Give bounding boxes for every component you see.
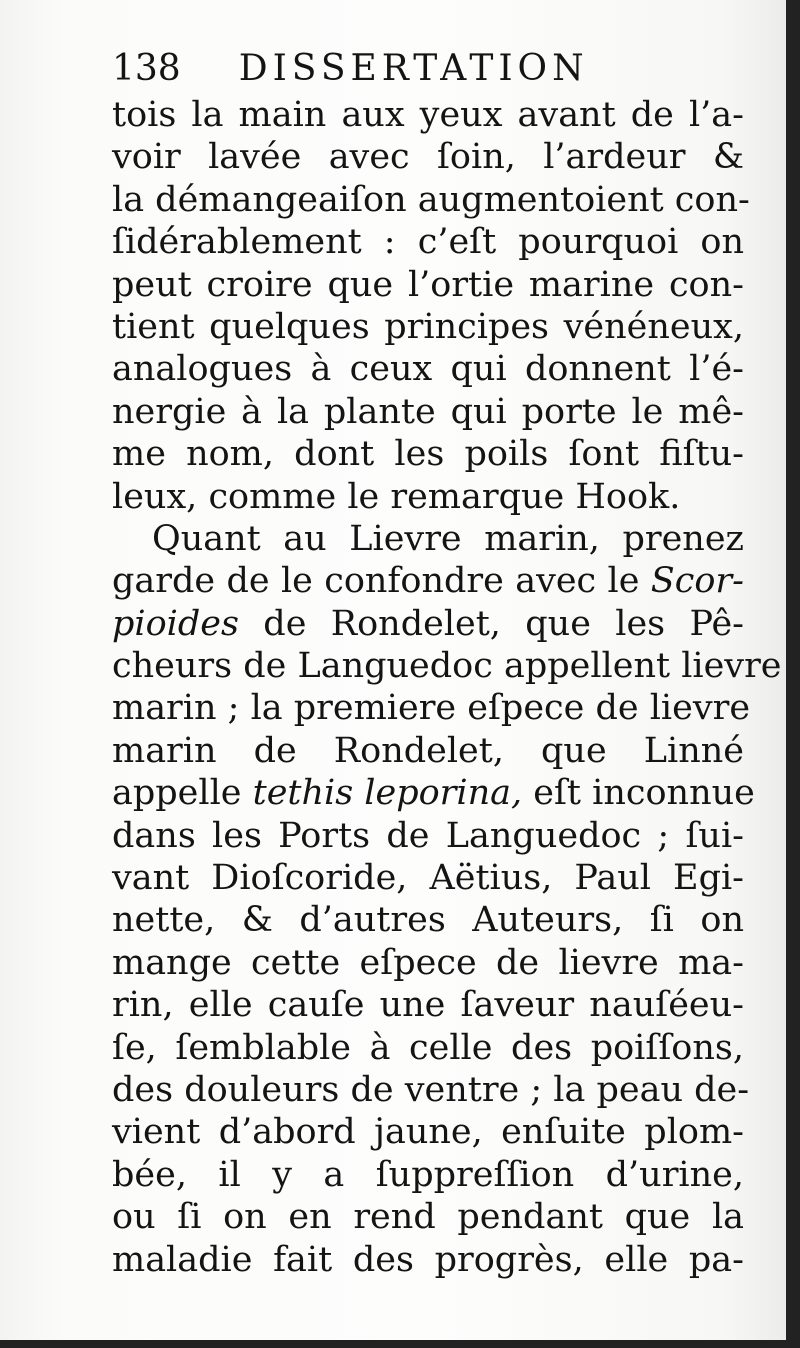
page-number: 138 bbox=[112, 48, 181, 89]
text-line: nergie à la plante qui porte le mê- bbox=[112, 391, 744, 432]
text-line: bée, il y a ſuppreſſion d’urine, bbox=[112, 1154, 744, 1195]
scan-edge-shadow bbox=[786, 0, 800, 1348]
text-line: tois la main aux yeux avant de l’a- bbox=[112, 95, 744, 135]
paragraph-1 bbox=[112, 94, 750, 518]
paragraph-2 bbox=[112, 518, 782, 1281]
page-text-block bbox=[112, 44, 782, 1281]
text-line bbox=[112, 772, 755, 814]
text-line: des douleurs de ventre ; la peau de- bbox=[112, 1069, 750, 1110]
italic-term: tethis leporina, bbox=[252, 773, 523, 814]
running-header bbox=[112, 44, 744, 94]
text-segment: garde de le confondre avec le bbox=[112, 561, 651, 602]
text-line: cheurs de Languedoc appellent lievre bbox=[112, 646, 782, 687]
text-line: vant Dioſcoride, Aëtius, Paul Egi- bbox=[112, 858, 744, 899]
text-line: dans les Ports de Languedoc ; ſui- bbox=[112, 815, 744, 856]
text-line: tient quelques principes vénéneux, bbox=[112, 306, 744, 347]
text-line: analogues à ceux qui donnent l’é- bbox=[112, 349, 744, 390]
text-line: ſidérablement : c’eſt pourquoi on bbox=[112, 222, 744, 263]
italic-term: pioides bbox=[112, 603, 239, 644]
text-line: la démangeaiſon augmentoient con- bbox=[112, 179, 750, 220]
text-line: ſe, ſemblable à celle des poiſſons, bbox=[112, 1027, 744, 1068]
text-line: voir lavée avec ſoin, l’ardeur & bbox=[112, 137, 744, 178]
text-line bbox=[112, 603, 744, 645]
text-line bbox=[112, 560, 744, 602]
text-line: mange cette eſpece de lievre ma- bbox=[112, 942, 744, 983]
text-line: maladie fait des progrès, elle pa- bbox=[112, 1239, 744, 1280]
italic-term: Scor- bbox=[650, 561, 744, 602]
text-segment: de Rondelet, que les Pê- bbox=[238, 603, 744, 644]
text-line: leux, comme le remarque Hook. bbox=[112, 476, 681, 517]
text-line: Quant au Lievre marin, prenez bbox=[152, 518, 744, 559]
text-segment: eſt inconnue bbox=[522, 773, 755, 814]
scan-edge-shadow bbox=[0, 1340, 800, 1348]
text-segment: appelle bbox=[112, 773, 253, 814]
text-line: peut croire que l’ortie marine con- bbox=[112, 264, 744, 305]
text-line: vient d’abord jaune, enſuite plom- bbox=[112, 1112, 744, 1153]
text-line: me nom, dont les poils ſont fiſtu- bbox=[112, 434, 744, 475]
text-line: rin, elle cauſe une ſaveur nauſéeu- bbox=[112, 985, 744, 1026]
running-title: DISSERTATION bbox=[238, 48, 589, 89]
text-line: marin ; la premiere eſpece de lievre bbox=[112, 688, 751, 729]
text-line: nette, & d’autres Auteurs, ſi on bbox=[112, 900, 744, 941]
text-line: ou ſi on en rend pendant que la bbox=[112, 1197, 744, 1238]
text-line: marin de Rondelet, que Linné bbox=[112, 730, 744, 771]
